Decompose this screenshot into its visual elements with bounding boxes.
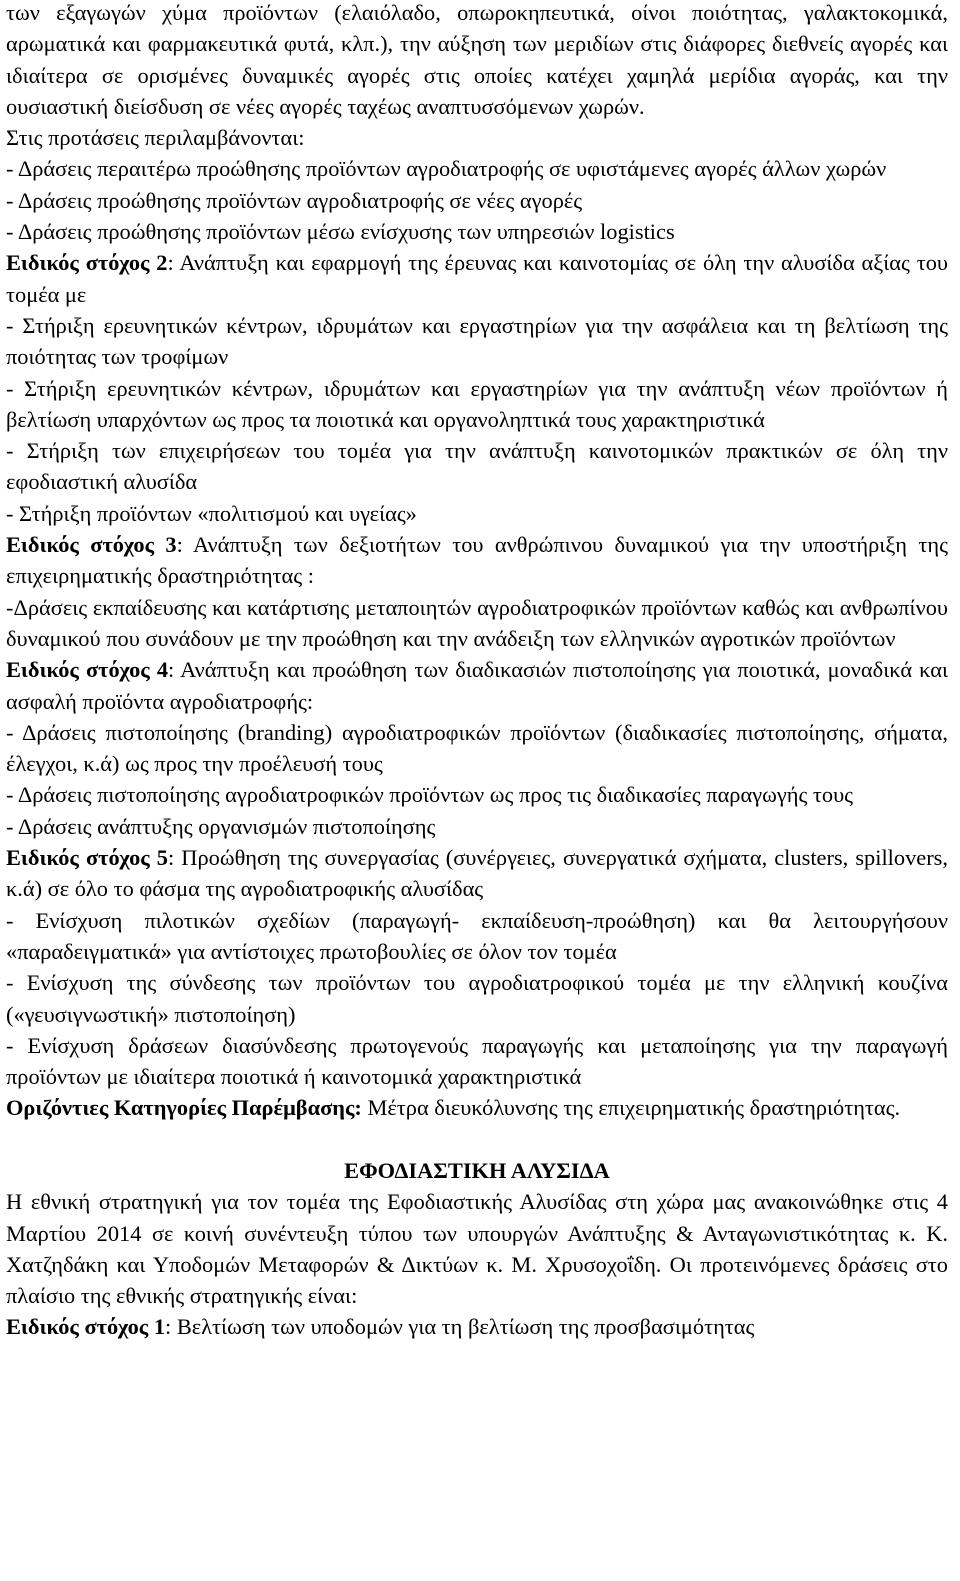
- objective-2-item: - Στήριξη ερευνητικών κέντρων, ιδρυμάτων και εργαστηρίων για την ασφάλεια και τη βελτίωση της ποιότητας των τροφίμων: [6, 312, 948, 370]
- horizontal-categories: [6, 1092, 948, 1123]
- section-heading: ΕΦΟΔΙΑΣΤΙΚΗ ΑΛΥΣΙΔΑ: [344, 1157, 610, 1183]
- objective-2-text: : Ανάπτυξη και εφαρμογή της έρευνας και καινοτομίας σε όλη την αλυσίδα αξίας του τομέα με: [6, 250, 948, 307]
- objective-4-item: - Δράσεις πιστοποίησης αγροδιατροφικών προϊόντων ως προς τις διαδικασίες παραγωγής τους: [6, 782, 854, 808]
- objective-3-label: Ειδικός στόχος 3: [6, 532, 177, 558]
- objective-2: [6, 247, 948, 310]
- section-paragraph: Η εθνική στρατηγική για τον τομέα της Εφοδιαστικής Αλυσίδας στη χώρα μας ανακοινώθηκε στις 4 Μαρτίου 2014 σε κοινή συνέντευξη τύπου των υπουργών Ανάπτυξης & Ανταγωνιστικότητας κ. Κ. Χατζηδάκη και Υποδομών Μεταφορών & Δικτύων κ. Μ. Χρυσοχοΐδη. Οι προτεινόμενες δράσεις στο πλαίσιο της εθνικής στρατηγικής είναι:: [6, 1189, 948, 1309]
- proposal-item: - Δράσεις προώθησης προϊόντων αγροδιατροφής σε νέες αγορές: [6, 187, 583, 213]
- objective-3-text: : Ανάπτυξη των δεξιοτήτων του ανθρώπινου δυναμικού για την υποστήριξη της επιχειρηματικής δραστηριότητας :: [6, 532, 948, 589]
- objective-2-item: - Στήριξη των επιχειρήσεων του τομέα για την ανάπτυξη καινοτομικών πρακτικών σε όλη την εφοδιαστική αλυσίδα: [6, 438, 948, 495]
- objective-5-item: - Ενίσχυση πιλοτικών σχεδίων (παραγωγή- εκπαίδευση-προώθηση) και θα λειτουργήσουν «παραδειγματικά» για αντίστοιχες πρωτοβουλίες σε όλον τον τομέα: [6, 907, 948, 964]
- objective-2-item: - Στήριξη προϊόντων «πολιτισμού και υγείας»: [6, 500, 417, 526]
- objective-4: [6, 654, 948, 717]
- logistics-objective-1-text: : Βελτίωση των υποδομών για τη βελτίωση της προσβασιμότητας: [165, 1314, 755, 1340]
- objective-5-item: - Ενίσχυση δράσεων διασύνδεσης πρωτογενούς παραγωγής και μεταποίησης για την παραγωγή προϊόντων με ιδιαίτερα ποιοτικά ή καινοτομικά χαρακτηριστικά: [6, 1032, 948, 1090]
- proposal-item: - Δράσεις προώθησης προϊόντων μέσω ενίσχυσης των υπηρεσιών logistics: [6, 219, 675, 245]
- objective-5: [6, 842, 948, 905]
- document-page: [6, 0, 948, 1343]
- objective-5-label: Ειδικός στόχος 5: [6, 845, 168, 871]
- objective-4-label: Ειδικός στόχος 4: [6, 657, 169, 683]
- objective-4-item: - Δράσεις πιστοποίησης (branding) αγροδιατροφικών προϊόντων (διαδικασίες πιστοποίησης, σήματα, έλεγχοι, κ.ά) ως προς την προέλευσή τους: [6, 719, 948, 777]
- logistics-objective-1: [6, 1311, 948, 1342]
- proposals-intro: Στις προτάσεις περιλαμβάνονται:: [6, 125, 305, 151]
- objective-4-text: : Ανάπτυξη και προώθηση των διαδικασιών πιστοποίησης για ποιοτικά, μοναδικά και ασφαλή προϊόντα αγροδιατροφής:: [6, 657, 948, 714]
- objective-3-item: -Δράσεις εκπαίδευσης και κατάρτισης μεταποιητών αγροδιατροφικών προϊόντων καθώς και ανθρωπίνου δυναμικού που συνάδουν με την προώθηση και την ανάδειξη των ελληνικών αγροτικών προϊόντων: [6, 594, 948, 651]
- horizontal-categories-text: Μέτρα διευκόλυνσης της επιχειρηματικής δραστηριότητας.: [361, 1095, 901, 1121]
- objective-5-text: : Προώθηση της συνεργασίας (συνέργειες, συνεργατικά σχήματα, clusters, spillovers, κ.ά) σε όλο το φάσμα της αγροδιατροφικής αλυσίδας: [6, 845, 948, 902]
- proposal-item: - Δράσεις περαιτέρω προώθησης προϊόντων αγροδιατροφής σε υφιστάμενες αγορές άλλων χωρών: [6, 156, 887, 182]
- objective-2-item: - Στήριξη ερευνητικών κέντρων, ιδρυμάτων και εργαστηρίων για την ανάπτυξη νέων προϊόντων ή βελτίωση υπαρχόντων ως προς τα ποιοτικά και οργανοληπτικά τους χαρακτηριστικά: [6, 375, 948, 432]
- blank-line: [6, 1124, 948, 1155]
- horizontal-categories-label: Οριζόντιες Κατηγορίες Παρέμβασης:: [6, 1095, 362, 1121]
- objective-2-label: Ειδικός στόχος 2: [6, 250, 168, 276]
- objective-3: [6, 529, 948, 592]
- objective-5-item: - Ενίσχυση της σύνδεσης των προϊόντων του αγροδιατροφικού τομέα με την ελληνική κουζίνα («γευσιγνωστική» πιστοποίηση): [6, 970, 948, 1027]
- objective-4-item: - Δράσεις ανάπτυξης οργανισμών πιστοποίησης: [6, 813, 436, 839]
- logistics-objective-1-label: Ειδικός στόχος 1: [6, 1314, 166, 1340]
- intro-paragraph: των εξαγωγών χύμα προϊόντων (ελαιόλαδο, οπωροκηπευτικά, οίνοι ποιότητας, γαλακτοκομικά, αρωματικά και φαρμακευτικά φυτά, κλπ.), την αύξηση των μεριδίων στις διάφορες διεθνείς αγορές και ιδιαίτερα σε ορισμένες δυναμικές αγορές στις οποίες κατέχει χαμηλά μερίδια αγοράς, και την ουσιαστική διείσδυση σε νέες αγορές ταχέως αναπτυσσόμενων χωρών.: [6, 0, 948, 119]
